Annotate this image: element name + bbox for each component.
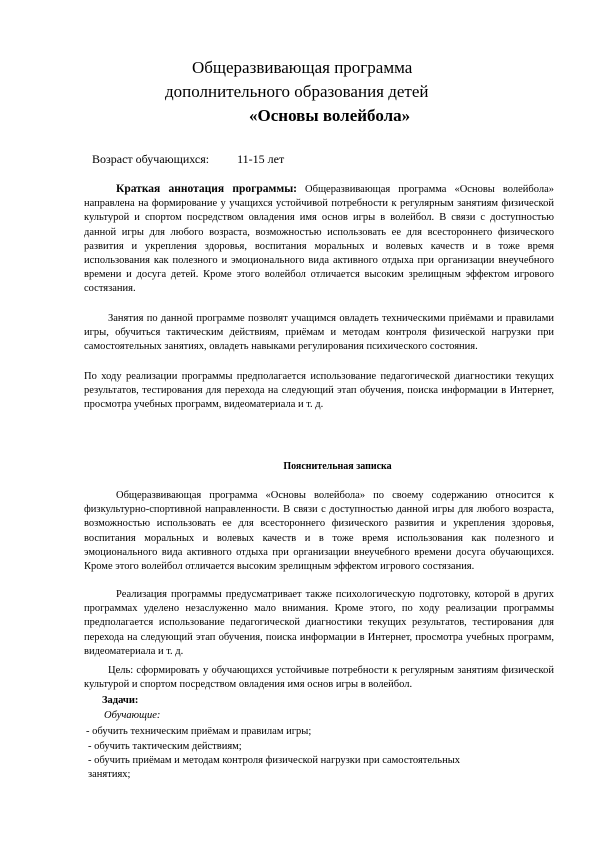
annotation-p2-text: Занятия по данной программе позволят учащимся овладеть техническими приёмами и правилами игры, обучиться тактическим действиям, приёмам и методам контроля физической нагрузки при самостоятельных занятиях, овладеть навыками регулирования психического состояния. [84,313,554,353]
annotation-p3-text: По ходу реализации программы предполагается использование педагогической диагностики текущих результатов, тестирования для перехода на следующий этап обучения, поиска информации в Интернет, просмотра учебных программ, видеоматериала и т. д. [84,371,554,411]
age-value: 11-15 лет [237,152,285,166]
goal-paragraph [84,664,554,692]
list-item: - обучить техническим приёмам и правилам игры; [86,726,312,737]
list-item: - обучить приёмам и методам контроля физической нагрузки при самостоятельных [88,755,461,766]
title-line-2: дополнительного образования детей [165,82,429,101]
annotation-paragraph [84,182,554,297]
age-line [92,152,284,167]
age-label: Возраст обучающихся: [92,152,210,166]
annotation-paragraph-2 [84,312,554,355]
list-item-continuation: занятиях; [88,769,131,780]
annotation-heading: Краткая аннотация программы: [116,183,298,195]
explanatory-p2-text: Реализация программы предусматривает также психологическую подготовку, которой в других программах уделено незаслуженно мало внимания. Кроме этого, по ходу реализации программы предполагается использование педагогической диагностики текущих результатов, тестирования для перехода на следующий этап обучения, поиска информации в Интернет, просмотра учебных программ, видеоматериала и т. д. [84,589,554,657]
annotation-paragraph-3 [84,370,554,413]
explanatory-paragraph-1 [84,489,554,574]
title-line-3: «Основы волейбола» [249,106,411,125]
explanatory-paragraph-2 [84,588,554,659]
list-item: - обучить тактическим действиям; [88,741,242,752]
annotation-text: Общеразвивающая программа «Основы волейбола» направлена на формирование у учащихся устойчивой потребности к регулярным занятиям физической культурой и спортом посредством овладения имя основ игры в волейбол. В связи с доступностью данной игры для любого возраста, возможностью использовать ее для всестороннего физического развития и укрепления здоровья, воспитания моральных и волевых качеств и в тоже время использования как полезного и эмоционального вида активного отдыха при организации внеучебного времени и досуга детей. Кроме этого волейбол отличается высоким зрелищным эффектом игрового состязания. [84,184,554,295]
tasks-label: Задачи: [102,695,139,706]
section-title: Пояснительная записка [283,461,392,472]
goal-text: Цель: сформировать у обучающихся устойчивые потребности к регулярным занятиям физической культурой и спортом посредством овладения имя основ игры в волейбол. [84,665,554,691]
explanatory-p1-text: Общеразвивающая программа «Основы волейбола» по своему содержанию относится к физкультурно-спортивной направленности. В связи с доступностью данной игры для любого возраста, возможностью использовать ее для всестороннего физического развития и укрепления здоровья, воспитания моральных и волевых качеств и в тоже время использования как полезного и эмоционального вида активного отдыха при организации внеучебного времени досуга обучающихся. Кроме этого волейбол отличается высоким зрелищным эффектом игрового состязания. [84,490,554,573]
subtasks-label: Обучающие: [104,710,161,721]
title-line-1: Общеразвивающая программа [192,58,413,77]
